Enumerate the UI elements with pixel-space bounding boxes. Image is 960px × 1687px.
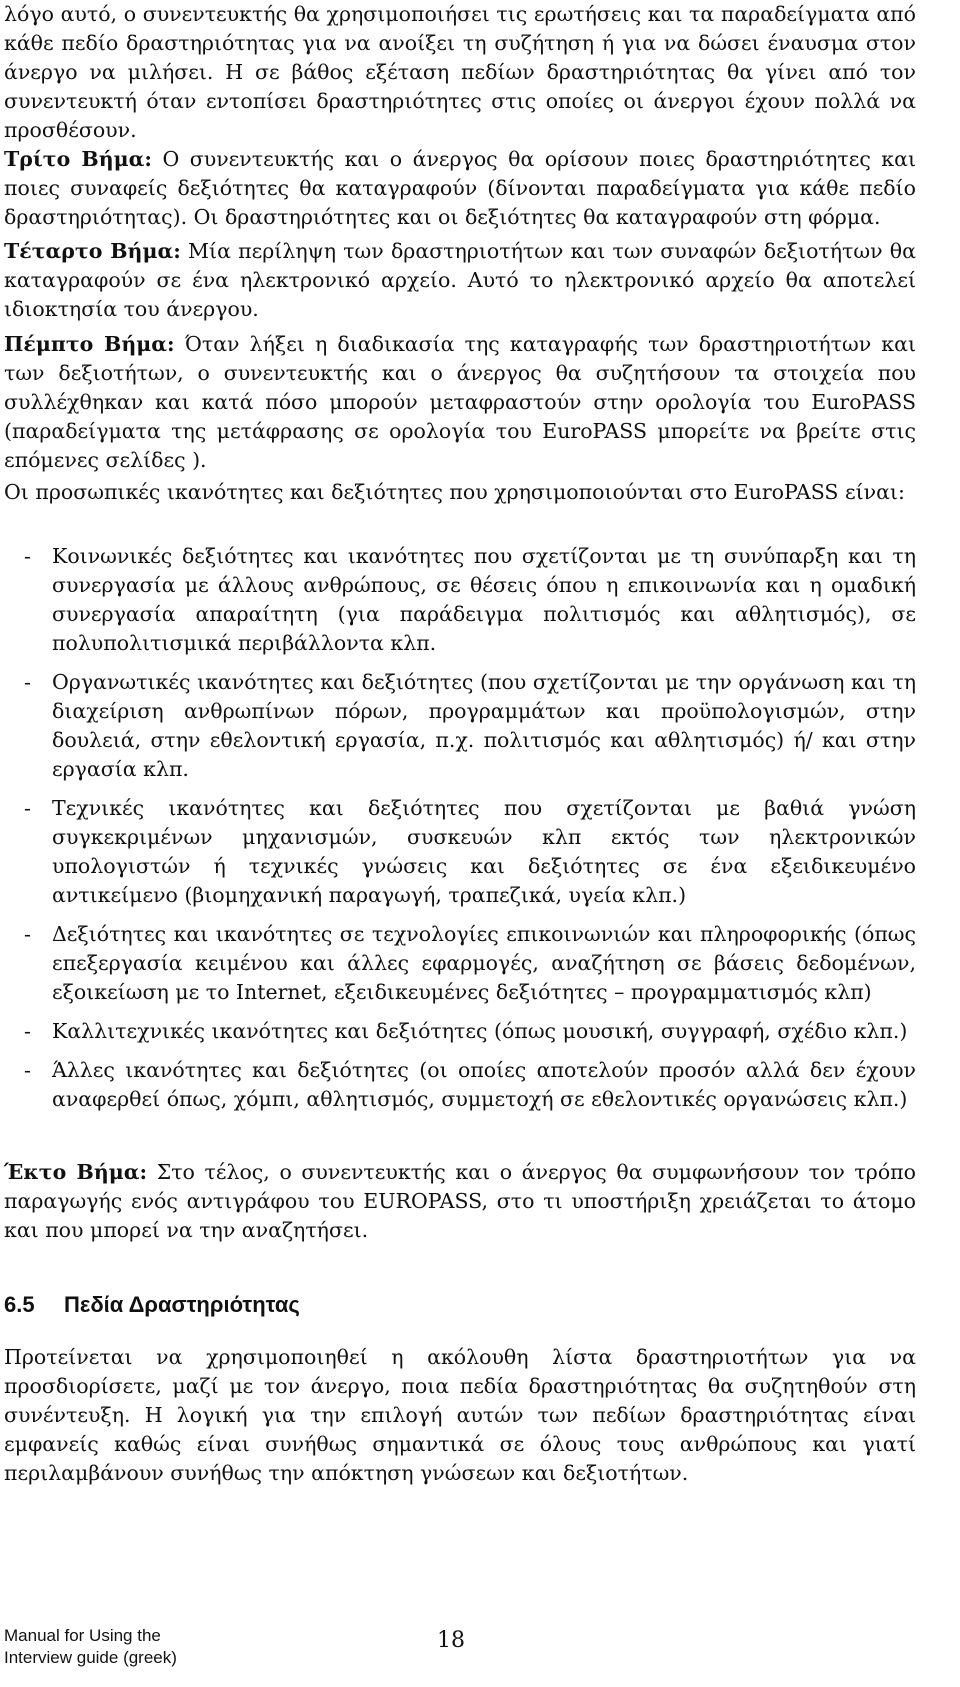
step-five-paragraph (4, 330, 916, 475)
step-five-label: Πέμπτο Βήμα: (4, 332, 175, 356)
step-five-text: Όταν λήξει η διαδικασία της καταγραφής των δραστηριοτήτων και των δεξιοτήτων, ο συνεντευκτής και ο άνεργος θα συζητήσουν τα στοιχεία που συλλέχθηκαν και κατά πόσο μπορούν μεταφραστούν στην ορολογία του EuroPASS (παραδείγματα της μετάφρασης σε ορολογία του EuroPASS μπορείτε να βρείτε στις επόμενες σελίδες ). (4, 332, 916, 472)
bullet-dash: - (24, 544, 31, 568)
section-number: 6.5 (4, 1292, 35, 1317)
bullet-dash: - (24, 1058, 31, 1082)
step-three-label: Τρίτο Βήμα: (4, 147, 152, 171)
bullet-dash: - (24, 1019, 31, 1043)
step-four-label: Τέταρτο Βήμα: (4, 239, 181, 263)
intro-paragraph: λόγο αυτό, ο συνεντευκτής θα χρησιμοποιήσει τις ερωτήσεις και τα παραδείγματα από κάθε πεδίο δραστηριότητας για να ανοίξει τη συζήτηση ή για να δώσει έναυσμα στον άνεργο να μιλήσει. Η σε βάθος εξέταση πεδίων δραστηριότητας θα γίνει από τον συνεντευκτή όταν εντοπίσει δραστηριότητες στις οποίες οι άνεργοι έχουν πολλά να προσθέσουν. (4, 2, 916, 142)
skill-text: Άλλες ικανότητες και δεξιότητες (οι οποίες αποτελούν προσόν αλλά δεν έχουν αναφερθεί όπως, χόμπι, αθλητισμός, συμμετοχή σε εθελοντικές οργανώσεις κλπ.) (52, 1058, 916, 1111)
list-item (4, 920, 916, 1007)
bullet-dash: - (24, 922, 31, 946)
list-item (4, 542, 916, 658)
bullet-dash: - (24, 670, 31, 694)
page-number: 18 (437, 1628, 465, 1653)
skill-text: Τεχνικές ικανότητες και δεξιότητες που σχετίζονται με βαθιά γνώση συγκεκριμένων μηχανισμών, συσκευών κλπ εκτός των ηλεκτρονικών υπολογιστών ή τεχνικές γνώσεις και δεξιότητες σε ένα εξειδικευμένο αντικείμενο (βιομηχανική παραγωγή, τραπεζικά, υγεία κλπ.) (52, 796, 916, 907)
step-three-paragraph (4, 145, 916, 232)
footer-line-2: Interview guide (greek) (4, 1648, 177, 1667)
skills-list (4, 542, 916, 1114)
footer-line-1: Manual for Using the (4, 1626, 161, 1645)
list-item (4, 668, 916, 784)
footer-title (4, 1625, 177, 1669)
section-heading (4, 1290, 300, 1320)
skill-text: Καλλιτεχνικές ικανότητες και δεξιότητες (όπως μουσική, συγγραφή, σχέδιο κλπ.) (52, 1019, 908, 1043)
step-six-text: Στο τέλος, ο συνεντευκτής και ο άνεργος θα συμφωνήσουν τον τρόπο παραγωγής ενός αντιγράφου του EUROPASS, στο τι υποστήριξη χρειάζεται το άτομο και που μπορεί να την αναζητήσει. (4, 1160, 916, 1242)
bullet-dash: - (24, 796, 31, 820)
step-four-text: Μία περίληψη των δραστηριοτήτων και των συναφών δεξιοτήτων θα καταγραφούν σε ένα ηλεκτρονικό αρχείο. Αυτό το ηλεκτρονικό αρχείο θα αποτελεί ιδιοκτησία του άνεργου. (4, 239, 916, 321)
step-six-paragraph (4, 1158, 916, 1245)
section-paragraph: Προτείνεται να χρησιμοποιηθεί η ακόλουθη λίστα δραστηριοτήτων για να προσδιορίσετε, μαζί με τον άνεργο, ποια πεδία δραστηριότητας θα συζητηθούν στη συνέντευξη. Η λογική για την επιλογή αυτών των πεδίων δραστηριότητας είναι εμφανείς καθώς είναι συνήθως σημαντικά σε όλους τους ανθρώπους και γιατί περιλαμβάνουν συνήθως την απόκτηση γνώσεων και δεξιοτήτων. (4, 1345, 916, 1485)
section-title: Πεδία Δραστηριότητας (64, 1292, 300, 1317)
list-item (4, 1017, 916, 1046)
skill-text: Οργανωτικές ικανότητες και δεξιότητες (που σχετίζονται με την οργάνωση και τη διαχείριση ανθρωπίνων πόρων, προγραμμάτων και προϋπολογισμών, στην δουλειά, στην εθελοντική εργασία, π.χ. πολιτισμός και αθλητισμός) ή/ και στην εργασία κλπ. (52, 670, 916, 781)
skill-text: Δεξιότητες και ικανότητες σε τεχνολογίες επικοινωνιών και πληροφορικής (όπως επεξεργασία κειμένου και άλλες εφαρμογές, αναζήτηση σε βάσεις δεδομένων, εξοικείωση με το Internet, εξειδικευμένες δεξιότητες – προγραμματισμός κλπ) (52, 922, 916, 1004)
skill-text: Κοινωνικές δεξιότητες και ικανότητες που σχετίζονται με τη συνύπαρξη και τη συνεργασία με άλλους ανθρώπους, σε θέσεις όπου η επικοινωνία και η ομαδική συνεργασία απαραίτητη (για παράδειγμα πολιτισμός και αθλητισμός), σε πολυπολιτισμικά περιβάλλοντα κλπ. (52, 544, 916, 655)
step-four-paragraph (4, 237, 916, 324)
list-item (4, 1056, 916, 1114)
step-three-text: Ο συνεντευκτής και ο άνεργος θα ορίσουν ποιες δραστηριότητες και ποιες συναφείς δεξιότητες θα καταγραφούν (δίνονται παραδείγματα για κάθε πεδίο δραστηριότητας). Οι δραστηριότητες και οι δεξιότητες θα καταγραφούν στη φόρμα. (4, 147, 916, 229)
skills-intro: Οι προσωπικές ικανότητες και δεξιότητες που χρησιμοποιούνται στο EuroPASS είναι: (4, 480, 905, 504)
list-item (4, 794, 916, 910)
step-six-label: Έκτο Βήμα: (4, 1160, 148, 1184)
